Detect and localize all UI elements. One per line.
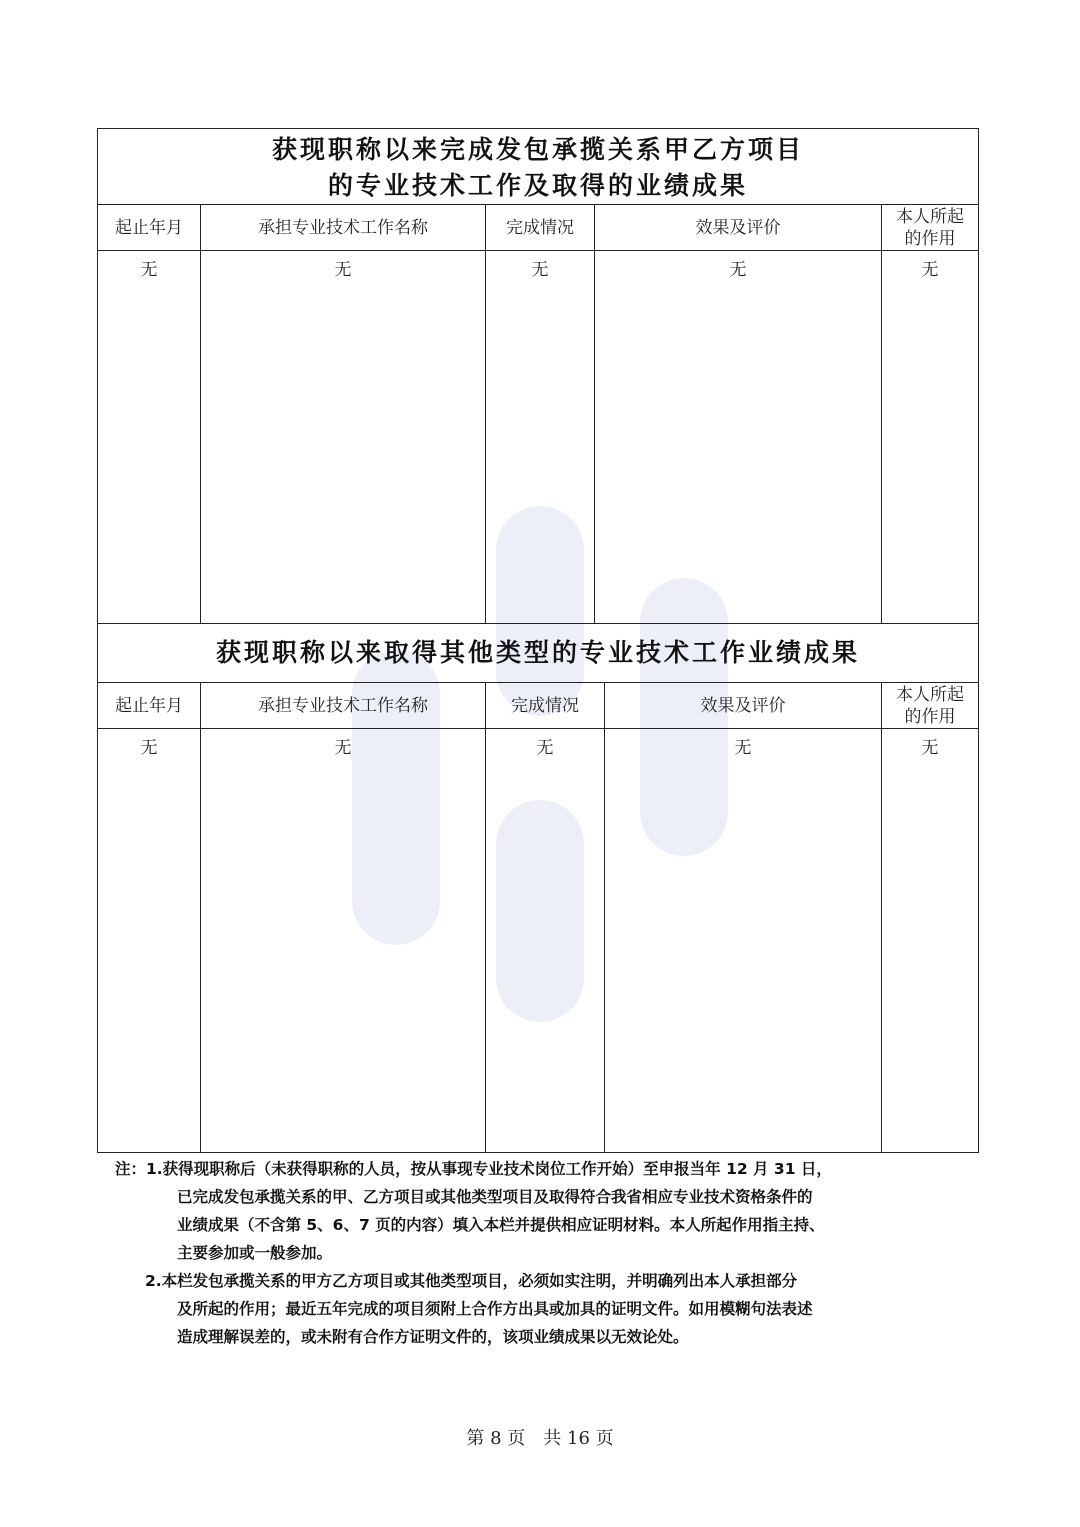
header-role: 本人所起 的作用 <box>896 684 964 727</box>
page-number: 第 8 页 共 16 页 <box>466 1428 614 1449</box>
note-1-line: 已完成发包承揽关系的甲、乙方项目或其他类型项目及取得符合我省相应专业技术资格条件的 <box>177 1188 813 1206</box>
header-completion: 完成情况 <box>511 695 579 716</box>
cell-role: 无 <box>921 738 939 758</box>
section1-title-line2: 的专业技术工作及取得的业绩成果 <box>327 171 748 200</box>
header-role: 本人所起 的作用 <box>896 206 964 249</box>
cell-period: 无 <box>140 738 158 758</box>
cell-evaluation: 无 <box>729 260 747 280</box>
section2-title: 获现职称以来取得其他类型的专业技术工作业绩成果 <box>215 638 860 667</box>
note-1-line: 主要参加或一般参加。 <box>177 1244 333 1262</box>
cell-completion: 无 <box>531 260 549 280</box>
section1-title-line1: 获现职称以来完成发包承揽关系甲乙方项目 <box>271 135 804 164</box>
header-work-name: 承担专业技术工作名称 <box>258 217 428 238</box>
header-work-name: 承担专业技术工作名称 <box>258 695 428 716</box>
note-2-line: 2.本栏发包承揽关系的甲方乙方项目或其他类型项目，必须如实注明，并明确列出本人承担部分 <box>145 1272 798 1290</box>
cell-evaluation: 无 <box>734 738 752 758</box>
cell-work-name: 无 <box>334 738 352 758</box>
notes <box>115 1155 975 1351</box>
achievement-table <box>97 128 979 1153</box>
header-period: 起止年月 <box>115 217 183 238</box>
divider <box>98 728 978 729</box>
note-2-line: 及所起的作用；最近五年完成的项目须附上合作方出具或加具的证明文件。如用模糊句法表述 <box>177 1300 813 1318</box>
note-1-line: 业绩成果（不含第 5、6、7 页的内容）填入本栏并提供相应证明材料。本人所起作用指主持、 <box>177 1216 825 1234</box>
divider <box>98 250 978 251</box>
header-completion: 完成情况 <box>506 217 574 238</box>
header-period: 起止年月 <box>115 695 183 716</box>
divider <box>98 623 978 624</box>
header-evaluation: 效果及评价 <box>700 695 786 716</box>
note-2-line: 造成理解误差的，或未附有合作方证明文件的，该项业绩成果以无效论处。 <box>177 1328 689 1346</box>
cell-period: 无 <box>140 260 158 280</box>
cell-work-name: 无 <box>334 260 352 280</box>
header-evaluation: 效果及评价 <box>695 217 781 238</box>
cell-completion: 无 <box>536 738 554 758</box>
note-1-line: 注：1.获得现职称后（未获得职称的人员，按从事现专业技术岗位工作开始）至申报当年 12 月 31 日， <box>115 1160 832 1178</box>
cell-role: 无 <box>921 260 939 280</box>
